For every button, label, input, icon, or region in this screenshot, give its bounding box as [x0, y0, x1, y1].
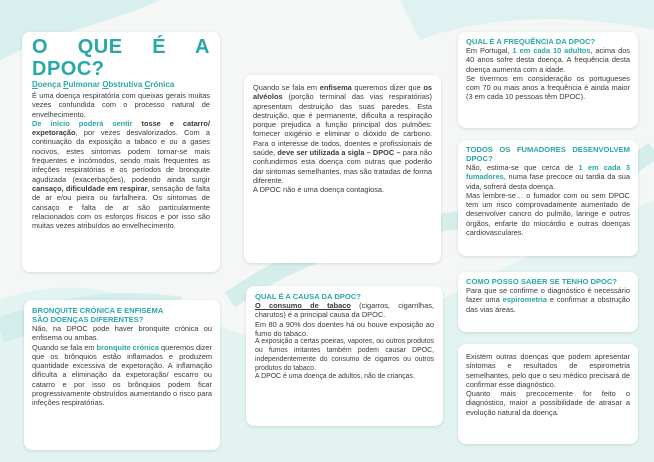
diagnostico-card	[458, 272, 638, 332]
enfisema-paragraph: Quando se fala em enfisema queremos dizer que os alvéolos (porção terminal das vias respiratórias) apresentam destruição das suas paredes. Esta destruição, que é permanente, dificulta a respiração porque prejudica a função principal dos pulmões: fornecer oxigénio e eliminar o dióxido de carbono. Para o interesse de todos, doentes e profissionais de saúde, deve ser utilizada a sigla – DPOC – para não confundirmos esta doença com outras que poderão dar sintomas semelhantes, mas são tratadas de forma diferente.	[253, 83, 432, 185]
intro-card	[22, 32, 220, 272]
causa-paragraph-3: A exposição a certas poeiras, vapores, ou outros produtos ou fumos irritantes também podem causar DPOC, independentemente do consumo de cigarros ou outros produtos do tabaco.	[255, 338, 434, 372]
causa-card	[246, 286, 443, 426]
dpoc-acronym-subtitle: Doença Pulmonar Obstrutiva Crónica	[32, 80, 175, 89]
frequencia-heading: QUAL É A FREQUÊNCIA DA DPOC?	[466, 37, 596, 46]
enfisema-card	[244, 75, 441, 263]
fumadores-paragraph-1: Não, estima-se que cerca de 1 em cada 3 fumadores, numa fase precoce ou tardia da sua vida, sofrerá desta doença.	[466, 163, 630, 191]
outras-paragraph-1: Existem outras doenças que podem apresentar sintomas e resultados de espirometria semelhantes, pelo que o seu médico precisará de confirmar esse diagnóstico.	[466, 352, 630, 389]
outras-doencas-card	[458, 344, 638, 444]
frequencia-paragraph-2: Se tivermos em consideração os portugueses com 70 ou mais anos a frequência é ainda maior (3 em cada 10 pessoas têm DPOC).	[466, 73, 630, 102]
intro-paragraph-2: De início poderá sentir tosse e catarro/ expetoração, por vezes desvalorizados. Com a continuação da exposição a tabaco e ou a gases nocivos, estes sintomas podem tornar-se mais frequentes e incómodos, sendo mais frequentes as infeções respiratórias e os períodos de bronquite agudizada (exacerbações), podendo ainda surgir cansaço, dificuldade em respirar, sensação de falta de ar e/ou pieira ou farfalheira. Os sintomas de cansaço e falta de ar são particularmente relacionados com os esforços físicos e por isso são muitas vezes atribuídos ao envelhecimento.	[32, 118, 210, 231]
fumadores-heading: TODOS OS FUMADORES DESENVOLVEM DPOC?	[466, 145, 630, 163]
bronquite-card	[24, 300, 220, 450]
causa-paragraph-2: Em 80 a 90% dos doentes há ou houve exposição ao fumo do tabaco.	[255, 319, 434, 338]
outras-paragraph-2: Quanto mais precocemente for feito o diagnóstico, maior a possibilidade de atrasar a evolução natural da doença.	[466, 389, 630, 417]
page-title: O QUE É A DPOC?	[32, 36, 210, 80]
diagnostico-heading: COMO POSSO SABER SE TENHO DPOC?	[466, 277, 618, 286]
fumadores-paragraph-2: Mas lembre-se… o fumador com ou sem DPOC tem um risco comprovadamente aumentado de desenvolver cancro do pulmão, laringe e outros órgãos, enfarte do miocárdio e outras doenças cardiovasculares.	[466, 190, 630, 238]
fumadores-card	[458, 140, 638, 256]
diagnostico-paragraph: Para que se confirme o diagnóstico é necessário fazer uma espirometria e confirmar a obstrução das vias áreas.	[466, 286, 630, 314]
causa-heading: QUAL É A CAUSA DA DPOC?	[255, 292, 361, 301]
frequencia-card	[458, 32, 638, 128]
frequencia-paragraph-1: Em Portugal, 1 em cada 10 adultos, acima dos 40 anos sofre desta doença. A frequência desta doença aumenta com a idade.	[466, 46, 630, 74]
intro-paragraph-1: É uma doença respiratória com queixas gerais muitas vezes confundida com o processo natural de envelhecimento.	[32, 91, 210, 119]
causa-paragraph-4: A DPOC é uma doença de adultos, não de crianças.	[255, 373, 415, 381]
bronquite-heading-2: SÃO DOENÇAS DIFERENTES?	[32, 315, 144, 324]
bronquite-paragraph-1: Não, na DPOC pode haver bronquite crónica ou enfisema ou ambas.	[32, 324, 212, 343]
bronquite-heading-1: BRONQUITE CRÓNICA E ENFISEMA	[32, 306, 164, 315]
causa-paragraph-1: O consumo de tabaco (cigarros, cigarrilhas, charutos) é a principal causa da DPOC.	[255, 301, 434, 320]
bronquite-paragraph-2: Quando se fala em bronquite crónica queremos dizer que os brônquios estão inflamados e produzem quantidade excessiva de expetoração. A inflamação dificulta a eliminação da expetoração/ escarro ou catarro e por isso os brônquios podem ficar progressivamente obstruídos aumentando o risco para infeções respiratórias.	[32, 342, 212, 408]
enfisema-note: A DPOC não é uma doença contagiosa.	[253, 185, 385, 195]
